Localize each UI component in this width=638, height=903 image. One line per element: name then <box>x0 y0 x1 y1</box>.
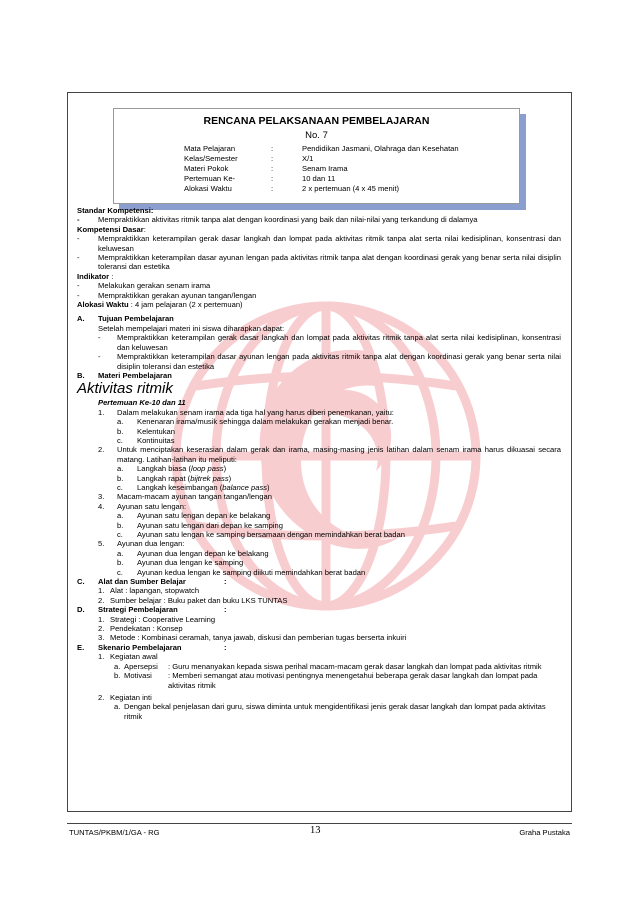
kd-item <box>77 253 561 272</box>
header-value: 10 dan 11 <box>302 174 336 183</box>
page-number: 13 <box>310 825 321 836</box>
strategy-item <box>77 624 561 633</box>
section-a-item <box>77 333 561 352</box>
subitem-text: Ayunan satu lengan depan ke belakang <box>137 511 271 521</box>
section-letter: C. <box>77 577 85 587</box>
material-subitem <box>77 427 561 436</box>
page-footer <box>67 823 572 838</box>
alokasi-label: Alokasi Waktu <box>77 300 129 310</box>
subitem-text: Dengan bekal penjelasan dari guru, siswa diminta untuk mengidentifikasi jenis gerak dasar langkah dan lompat pada aktivitas ritmik <box>124 702 546 721</box>
section-d-heading <box>77 605 561 614</box>
item-number: 1. <box>98 652 105 662</box>
material-subitem <box>77 417 561 426</box>
material-subitem <box>77 511 561 520</box>
section-letter: D. <box>77 605 85 615</box>
item-text: Alat : lapangan, stopwatch <box>110 586 200 596</box>
header-value: Pendidikan Jasmani, Olahraga dan Kesehatan <box>302 144 459 153</box>
indikator-heading <box>77 272 561 281</box>
header-label: Materi Pokok <box>184 164 229 173</box>
header-sep: : <box>271 164 274 173</box>
subitem-close: ) <box>267 482 270 492</box>
indikator-text: Mempraktikkan gerakan ayunan tangan/lengan <box>98 290 257 300</box>
subitem-term: bijtrek pass <box>190 473 229 483</box>
section-title: Skenario Pembelajaran <box>98 642 182 652</box>
subitem-letter: b. <box>117 520 124 530</box>
kd-colon: : <box>143 224 146 234</box>
section-title: Strategi Pembelajaran <box>98 605 178 615</box>
scenario-item <box>77 693 561 702</box>
material-subitem <box>77 558 561 567</box>
subitem-text: Langkah biasa ( <box>137 464 192 474</box>
material-title: Aktivitas ritmik <box>77 380 173 398</box>
material-subitem <box>77 521 561 530</box>
item-text: Metode : Kombinasi ceramah, tanya jawab, diskusi dan pemberian tugas berserta inkuiri <box>110 633 407 643</box>
item-number: 1. <box>98 614 105 624</box>
item-text: Sumber belajar : Buku paket dan buku LKS TUNTAS <box>110 595 288 605</box>
subitem-text: : Memberi semangat atau motivasi pentingnya menengetahui beberapa gerak dasar langkah dan lompat pada aktivitas ritmik <box>168 671 538 690</box>
subitem-letter: b. <box>117 558 124 568</box>
item-text: Dalam melakukan senam irama ada tiga hal yang harus diberi penemkanan, yaitu: <box>117 407 394 417</box>
item-number: 3. <box>98 492 105 502</box>
lesson-plan-header-box <box>113 108 520 204</box>
subitem-text: Ayunan dua lengan ke samping <box>137 558 244 568</box>
item-text: Strategi : Cooperative Learning <box>110 614 216 624</box>
indikator-colon: : <box>109 271 114 281</box>
header-value: 2 x pertemuan (4 x 45 menit) <box>302 184 400 193</box>
subitem-letter: a. <box>114 661 121 671</box>
item-number: 1. <box>98 586 105 596</box>
bullet: - <box>77 215 80 225</box>
sk-text: Mempraktikkan aktivitas ritmik tanpa alat dengan koordinasi yang baik dan nilai-nilai yang terkandung di dalamya <box>98 215 478 225</box>
material-item <box>77 539 561 548</box>
item-number: 5. <box>98 539 105 549</box>
item-number: 1. <box>98 407 105 417</box>
alokasi-text: : 4 jam pelajaran (2 x pertemuan) <box>128 300 243 310</box>
material-subitem <box>77 549 561 558</box>
strategy-item <box>77 615 561 624</box>
subitem-letter: c. <box>117 435 123 445</box>
section-a-item <box>77 352 561 371</box>
material-item <box>77 445 561 464</box>
item-text: Untuk menciptakan keserasian dalam gerak dan irama, masing-masing jenis latihan dalam senam irama harus dikuasai secara matang. Latihan-latihan itu meliputi: <box>117 445 561 464</box>
section-title: Tujuan Pembelajaran <box>98 314 174 324</box>
subitem-close: ) <box>223 464 227 474</box>
header-label: Kelas/Semester <box>184 154 238 163</box>
kd-item <box>77 234 561 253</box>
header-sep: : <box>271 174 274 183</box>
bullet: - <box>77 281 80 291</box>
header-label: Mata Pelajaran <box>184 144 236 153</box>
material-subitem <box>77 464 561 473</box>
item-number: 3. <box>98 633 105 643</box>
item-text: Pendekatan : Konsep <box>110 624 183 634</box>
subitem-text: Ayunan satu lengan ke samping bersamaan dengan memindahkan berat badan <box>137 530 405 539</box>
subitem-text: Ayunan satu lengan dari depan ke samping <box>137 520 283 530</box>
footer-code: TUNTAS/PKBM/1/GA - RG <box>69 828 160 837</box>
subitem-close: ) <box>228 473 232 483</box>
subitem-term: loop pass <box>191 464 224 474</box>
item-text: Macam-macam ayunan tangan tangan/lengan <box>117 492 272 502</box>
document-title: RENCANA PELAKSANAAN PEMBELAJARAN <box>203 115 430 127</box>
meeting-subtitle: Pertemuan Ke-10 dan 11 <box>98 398 186 408</box>
scenario-subitem <box>77 671 561 690</box>
header-value: X/1 <box>302 154 314 163</box>
item-number: 2. <box>98 692 105 702</box>
section-letter: E. <box>77 642 85 652</box>
tools-item <box>77 586 561 595</box>
alokasi-line <box>77 300 561 309</box>
subitem-letter: a. <box>117 511 124 521</box>
section-colon: : <box>224 605 227 615</box>
strategy-item <box>77 633 561 642</box>
header-label: Pertemuan Ke- <box>184 174 236 183</box>
item-number: 2. <box>98 445 105 455</box>
sk-label: Standar Kompetensi: <box>77 206 154 215</box>
subitem-term: balance pass <box>222 482 268 492</box>
section-title: Alat dan Sumber Belajar <box>98 577 186 587</box>
subitem-letter: c. <box>117 530 123 539</box>
document-body <box>77 206 561 721</box>
kd-heading <box>77 225 561 234</box>
kd-text: Mempraktikkan keterampilan dasar ayunan lengan pada aktivitas ritmik tanpa alat dengan koordinasi gerak yang benar serta nilai disiplin toleransi dan estetika <box>98 253 561 272</box>
subitem-letter: a. <box>117 464 124 474</box>
document-number: No. 7 <box>305 130 328 141</box>
subitem-text: Langkah keseimbangan ( <box>137 482 223 492</box>
footer-publisher: Graha Pustaka <box>519 828 570 837</box>
tools-item <box>77 596 561 605</box>
indikator-text: Melakukan gerakan senam irama <box>98 281 211 291</box>
scenario-subitem <box>77 702 561 721</box>
section-letter: A. <box>77 314 85 324</box>
section-title: Materi Pembelajaran <box>98 370 172 380</box>
material-subitem <box>77 474 561 483</box>
bullet: - <box>77 290 80 300</box>
section-b-heading <box>77 371 561 380</box>
subitem-letter: b. <box>114 671 121 681</box>
section-a-text: Mempraktikkan keterampilan dasar ayunan lengan pada aktivitas ritmik tanpa alat dengan koordinasi gerak yang benar serta nilai disiplin toleransi dan estetika <box>117 352 561 371</box>
bullet: - <box>77 253 80 263</box>
subitem-letter: a. <box>117 417 124 427</box>
header-sep: : <box>271 144 274 153</box>
sk-item <box>77 215 561 224</box>
kd-label: Kompetensi Dasar <box>77 224 144 234</box>
subitem-letter: b. <box>117 426 124 436</box>
subitem-text: Kontinuitas <box>137 435 175 445</box>
section-colon: : <box>224 642 227 652</box>
subitem-letter: a. <box>114 702 121 712</box>
item-text: Ayunan satu lengan: <box>117 501 187 511</box>
subitem-letter: b. <box>117 473 124 483</box>
header-label: Alokasi Waktu <box>184 184 232 193</box>
material-subitem <box>77 483 561 492</box>
kd-text: Mempraktikkan keterampilan gerak dasar langkah dan lompat pada aktivitas ritmik tanpa alat serta nilai kedisiplinan, konsentrasi dan keluwesan <box>98 234 561 253</box>
header-sep: : <box>271 154 274 163</box>
bullet: - <box>98 352 101 362</box>
subitem-label: Apersepsi <box>124 661 158 671</box>
header-value: Senam Irama <box>302 164 348 173</box>
subitem-text: Kenenaran irama/musik sehingga dalam melakukan gerakan menjadi benar. <box>137 417 394 427</box>
section-e-heading <box>77 643 561 652</box>
item-text: Kegiatan inti <box>110 692 152 702</box>
subitem-label: Motivasi <box>124 671 152 681</box>
section-letter: B. <box>77 370 85 380</box>
item-number: 2. <box>98 624 105 634</box>
subitem-text: Langkah rapat ( <box>137 473 191 483</box>
section-colon: : <box>224 577 227 587</box>
subitem-letter: a. <box>117 548 124 558</box>
item-number: 2. <box>98 595 105 605</box>
material-subitem <box>77 568 561 577</box>
indikator-item <box>77 291 561 300</box>
scenario-subitem <box>77 662 561 671</box>
material-item <box>77 492 561 501</box>
indikator-label: Indikator <box>77 271 110 281</box>
indikator-item <box>77 281 561 290</box>
section-a-text: Mempraktikkan keterampilan gerak dasar langkah dan lompat pada aktivitas ritmik tanpa alat serta nilai kedisiplinan, konsentrasi dan keluwesan <box>117 333 561 352</box>
scenario-item <box>77 652 561 661</box>
bullet: - <box>98 333 101 343</box>
subitem-text: : Guru menanyakan kepada siswa perihal macam-macam gerak dasar langkah dan lompat pada aktivitas ritmik <box>168 661 542 671</box>
subitem-text: Ayunan kedua lengan ke samping diikuti memindahkan berat badan <box>137 567 366 577</box>
subitem-letter: c. <box>117 482 123 492</box>
subitem-text: Kelentukan <box>137 426 175 436</box>
bullet: - <box>77 234 80 244</box>
material-subitem <box>77 436 561 445</box>
subitem-text: Ayunan dua lengan depan ke belakang <box>137 548 269 558</box>
subitem-letter: c. <box>117 567 123 577</box>
material-item <box>77 408 561 417</box>
section-c-heading <box>77 577 561 586</box>
item-number: 4. <box>98 501 105 511</box>
item-text: Kegiatan awal <box>110 652 158 662</box>
section-a-heading <box>77 314 561 323</box>
header-sep: : <box>271 184 274 193</box>
material-item <box>77 502 561 511</box>
section-a-intro: Setelah mempelajari materi ini siswa diharapkan dapat: <box>98 323 285 333</box>
item-text: Ayunan dua lengan: <box>117 539 185 549</box>
material-subitem <box>77 530 561 539</box>
